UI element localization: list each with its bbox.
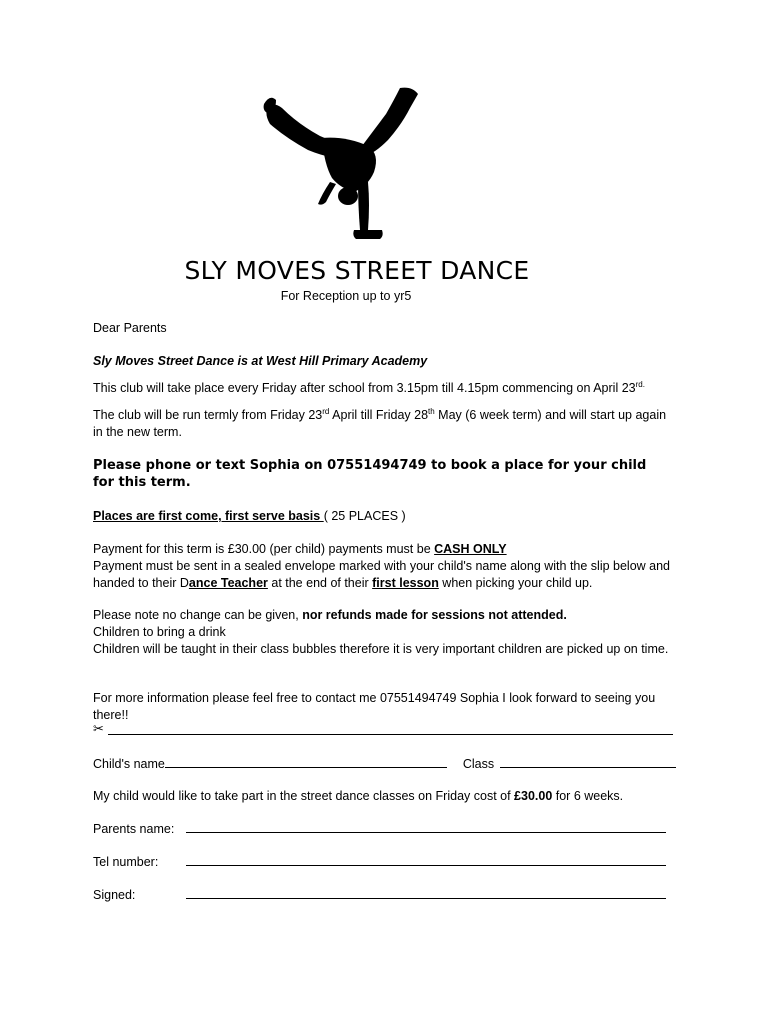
parents-name-row: [93, 820, 666, 838]
schedule-text: This club will take place every Friday after school from 3.15pm till 4.15pm commencing on April 23: [93, 381, 636, 395]
schedule-sup: rd.: [635, 379, 645, 389]
class-field[interactable]: [500, 755, 676, 768]
venue-line: Sly Moves Street Dance is at West Hill Primary Academy: [93, 354, 428, 368]
bubbles-note: Children will be taught in their class bubbles therefore it is very important children are picked up on time.: [93, 642, 669, 656]
child-name-row: [93, 755, 676, 773]
scissors-icon: ✂: [93, 721, 104, 736]
places-count: ( 25 PLACES ): [323, 509, 406, 523]
tel-number-label: Tel number:: [93, 855, 159, 869]
notes-paragraph: [93, 607, 673, 658]
schedule-line: [93, 380, 693, 397]
greeting: Dear Parents: [93, 321, 167, 335]
first-lesson-label: first lesson: [372, 576, 439, 590]
consent-text-b: for 6 weeks.: [552, 789, 624, 803]
contact-paragraph: For more information please feel free to contact me 07551494749 Sophia I look forward to seeing you there!!: [93, 691, 656, 722]
payment-text-d: when picking your child up.: [438, 576, 593, 590]
signature-field[interactable]: [186, 886, 666, 899]
payment-paragraph: [93, 541, 683, 592]
payment-text-b: Payment must be sent in a sealed envelope marked with your child's name along with the slip below and handed to their D: [93, 559, 671, 590]
signed-label: Signed:: [93, 888, 136, 902]
signed-row: [93, 886, 666, 904]
subtitle: For Reception up to yr5: [280, 289, 412, 303]
term-text-a: The club will be run termly from Friday 23: [93, 408, 323, 422]
booking-notice: Please phone or text Sophia on 07551494749 to book a place for your child for this term.: [93, 458, 647, 490]
term-text-b: April till Friday 28: [329, 408, 429, 422]
class-label: Class: [462, 757, 495, 771]
parents-name-field[interactable]: [186, 820, 666, 833]
payment-text-c: at the end of their: [267, 576, 373, 590]
breakdancer-silhouette-icon: [262, 84, 424, 246]
page-title: SLY MOVES STREET DANCE: [184, 256, 530, 285]
parents-name-label: Parents name:: [93, 822, 175, 836]
no-refunds-label: nor refunds made for sessions not attended.: [302, 608, 567, 622]
drink-note: Children to bring a drink: [93, 625, 226, 639]
term-sup-1: rd: [322, 406, 330, 416]
consent-line: [93, 788, 693, 805]
note-text-a: Please note no change can be given,: [93, 608, 303, 622]
term-sup-2: th: [428, 406, 435, 416]
child-name-label: Child's name: [93, 757, 165, 771]
dance-teacher-label: ance Teacher: [188, 576, 268, 590]
places-line: [93, 508, 683, 525]
term-paragraph: [93, 407, 673, 441]
tel-number-field[interactable]: [186, 853, 666, 866]
child-name-field[interactable]: [165, 755, 447, 768]
consent-price: £30.00: [514, 789, 553, 803]
tel-number-row: [93, 853, 666, 871]
payment-text-a: Payment for this term is £30.00 (per child) payments must be: [93, 542, 435, 556]
places-label: Places are first come, first serve basis: [93, 509, 324, 523]
cash-only-label: CASH ONLY: [434, 542, 507, 556]
term-text-c: May (6 week term) and will start up again in the new term.: [93, 408, 667, 439]
consent-text-a: My child would like to take part in the street dance classes on Friday cost of: [93, 789, 515, 803]
cut-line: [93, 721, 673, 737]
cut-dash-line: [108, 734, 673, 735]
